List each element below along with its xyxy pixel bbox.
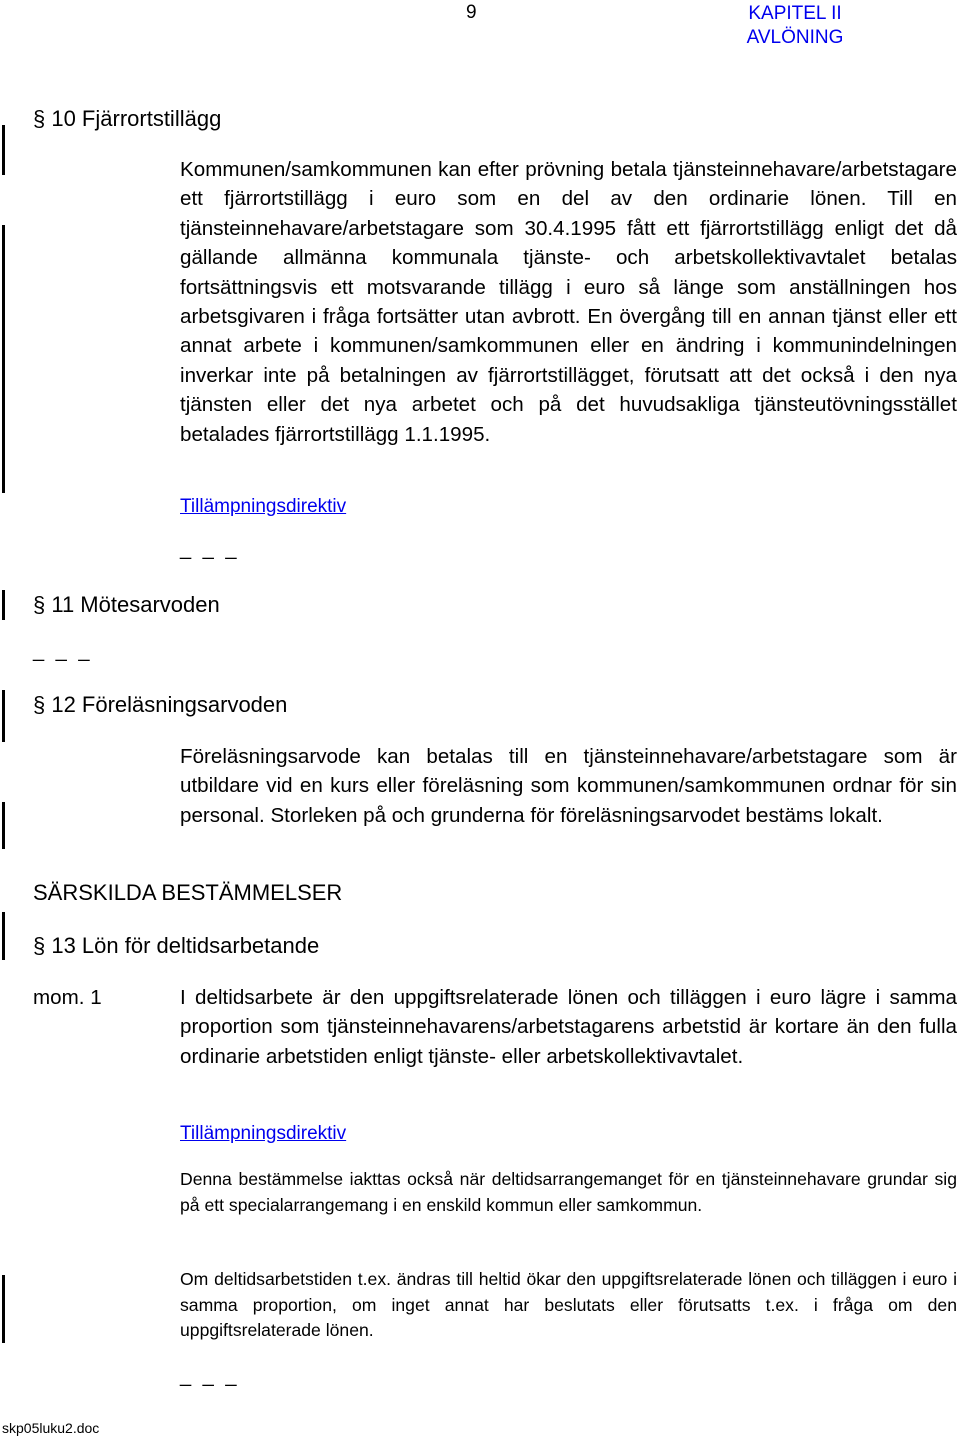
chapter-label: KAPITEL II (748, 3, 842, 24)
change-bar (2, 1275, 5, 1343)
section-13-directive-link[interactable]: Tillämpningsdirektiv (180, 1123, 347, 1144)
change-bar (2, 225, 5, 493)
section-13-note-2: Om deltidsarbetstiden t.ex. ändras till heltid ökar den uppgiftsrelaterade lönen och tilläggen i euro i samma proportion, om inget annat har beslutats eller förutsatts t.ex. i fråga om den uppgiftsrelaterade lönen. (180, 1269, 957, 1340)
change-bar (2, 590, 5, 620)
chapter-title: AVLÖNING (746, 27, 844, 48)
change-bar (2, 912, 5, 960)
change-bar (2, 125, 5, 175)
section-11-heading: § 11 Mötesarvoden (33, 592, 220, 617)
mom-label: mom. 1 (33, 986, 102, 1009)
change-bar (2, 690, 5, 742)
section-13-note-1: Denna bestämmelse iakttas också när deltidsarrangemanget för en tjänsteinnehavare grundar sig på ett specialarrangemang i en enskild kommun eller samkommun. (180, 1169, 957, 1215)
section-13-mom-body: I deltidsarbete är den uppgiftsrelaterade lönen och tilläggen i euro lägre i samma proportion som tjänsteinnehavarens/arbetstagarens arbetstid är kortare än den fulla ordinarie arbetstiden enligt tjänste- eller arbetskollektivavtalet. (180, 986, 957, 1068)
page-number: 9 (466, 2, 477, 23)
special-provisions-heading: SÄRSKILDA BESTÄMMELSER (33, 880, 343, 905)
section-separator: _ _ _ (33, 640, 93, 662)
section-separator: _ _ _ (180, 1365, 240, 1387)
section-12-body: Föreläsningsarvode kan betalas till en tjänsteinnehavare/arbetstagare som är utbildare vid en kurs eller föreläsning som kommunen/samkommunen ordnar för sin personal. Storleken på och grunderna för föreläsningsarvodet bestäms lokalt. (180, 745, 957, 827)
section-12-heading: § 12 Föreläsningsarvoden (33, 692, 288, 717)
change-bar (2, 802, 5, 849)
section-separator: _ _ _ (180, 538, 240, 560)
section-10-directive-link[interactable]: Tillämpningsdirektiv (180, 496, 347, 517)
section-13-heading: § 13 Lön för deltidsarbetande (33, 933, 320, 958)
section-10-body: Kommunen/samkommunen kan efter prövning betala tjänsteinnehavare/arbetstagare ett fjärrortstillägg i euro som en del av den ordinarie lönen. Till en tjänsteinnehavare/arbetstagare som 30.4.1995 fått ett fjärrortstillägg enligt det då gällande allmänna kommunala tjänste- och arbetskollektivavtalet betalas fortsättningsvis ett motsvarande tillägg i euro så länge som anställningen hos arbetsgivaren i fråga fortsätter utan avbrott. En övergång till en annan tjänst eller ett annat arbete i kommunen/samkommunen eller en ändring i kommunindelningen inverkar inte på betalningen av fjärrortstillägget, förutsatt att det också i den nya tjänsten eller det nya arbetet och på det huvudsakliga tjänsteutövningsstället betalades fjärrortstillägg 1.1.1995. (180, 158, 957, 446)
footer-filename: skp05luku2.doc (2, 1420, 100, 1436)
section-10-heading: § 10 Fjärrortstillägg (33, 106, 222, 131)
chapter-header (715, 2, 875, 50)
